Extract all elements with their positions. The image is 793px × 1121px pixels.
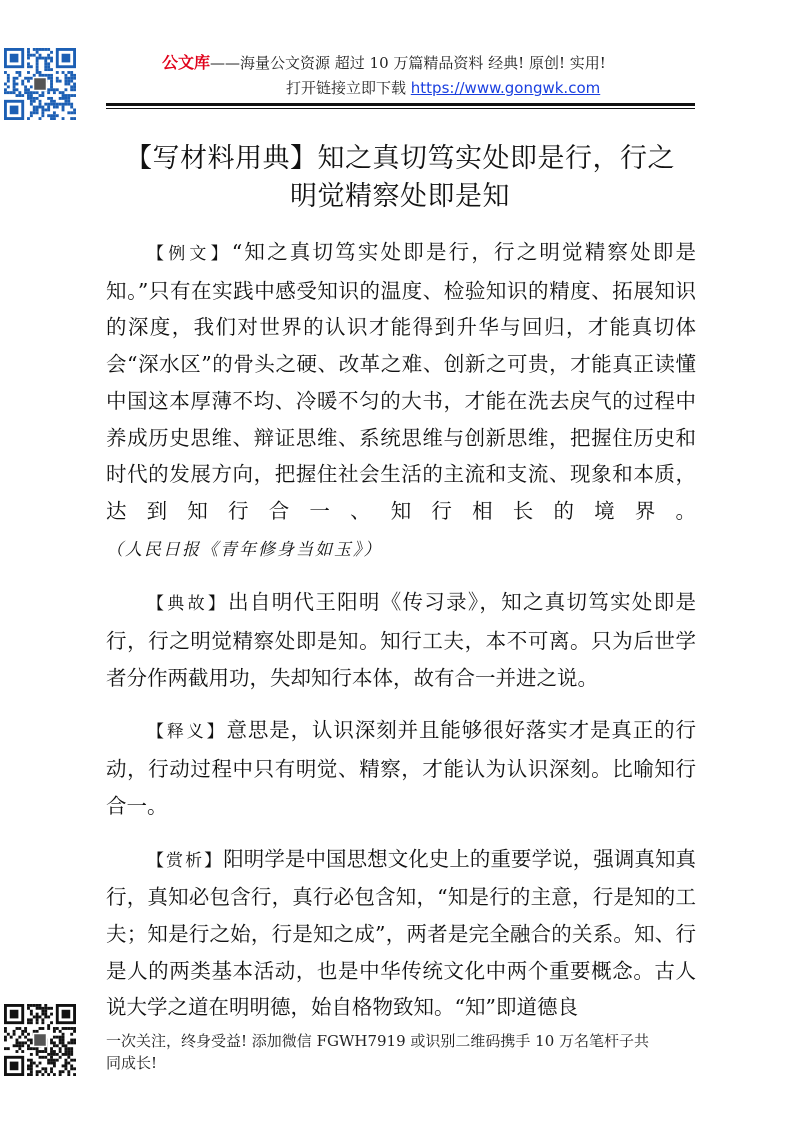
qr-code-icon [4, 48, 76, 120]
title-line-2: 明觉精察处即是知 [290, 181, 510, 212]
header-download [286, 77, 600, 98]
section-tag: 【例文】 [147, 244, 232, 264]
header-tagline [162, 50, 606, 73]
qr-code-icon [4, 1004, 76, 1076]
section-tag: 【典故】 [147, 594, 229, 615]
section-origin [106, 584, 696, 696]
site-link[interactable]: https://www.gongwk.com [410, 79, 601, 97]
section-text: 阳明学是中国思想文化史上的重要学说，强调真知真行，真知必包含行，真行必包含知，“知是行的主意，行是知的工夫；知是行之始，行是知之成”，两者是完全融合的关系。知、行是人的两类基本活动，也是中华传统文化中两个重要概念。古人说大学之道在明明德，始自格物致知。“知”即道德良 [106, 846, 697, 1020]
section-text: 出自明代王阳明《传习录》，知之真切笃实处即是行，行之明觉精察处即是知。知行工夫，本不可离。只为后世学者分作两截用功，失却知行本体，故有合一并进之说。 [106, 590, 697, 690]
section-text: “知之真切笃实处即是行，行之明觉精察处即是知。”只有在实践中感受知识的温度、检验知识的精度、拓展知识的深度，我们对世界的认识才能得到升华与回归，才能真切体会“深水区”的骨头之硬、改革之难、创新之可贵，才能真正读懂中国这本厚薄不均、冷暖不匀的大书，才能在洗去戾气的过程中养成历史思维、辩证思维、系统思维与创新思维，把握住历史和时代的发展方向，把握住社会生活的主流和支流、现象和本质，达到知行合一、知行相长的境界。 [106, 240, 697, 523]
section-tag: 【赏析】 [147, 850, 224, 871]
tagline-text: ——海量公文资源 超过 10 万篇精品资料 经典! 原创! 实用! [210, 54, 606, 72]
page-title [100, 140, 700, 216]
article-body [106, 234, 696, 1026]
section-example [106, 234, 696, 568]
section-tag: 【释义】 [147, 722, 227, 743]
section-meaning [106, 712, 696, 824]
title-line-1: 【写材料用典】知之真切笃实处即是行，行之 [125, 143, 675, 174]
footer-line-1: 一次关注，终身受益! 添加微信 FGWH7919 或识别二维码携手 10 万名笔杆子共 [106, 1032, 650, 1050]
header-rule-thick [106, 103, 695, 106]
section-text: 意思是，认识深刻并且能够很好落实才是真正的行动，行动过程中只有明觉、精察，才能认为认识深刻。比喻知行合一。 [106, 718, 697, 818]
footer-line-2: 同成长! [106, 1054, 158, 1072]
brand-name: 公文库 [162, 53, 211, 72]
download-prefix: 打开链接立即下载 [286, 79, 411, 97]
header-rule-thin [106, 108, 695, 109]
footer-note [106, 1030, 696, 1074]
section-analysis [106, 841, 696, 1027]
section-source: （人民日报《青年修身当如玉》） [106, 539, 383, 560]
